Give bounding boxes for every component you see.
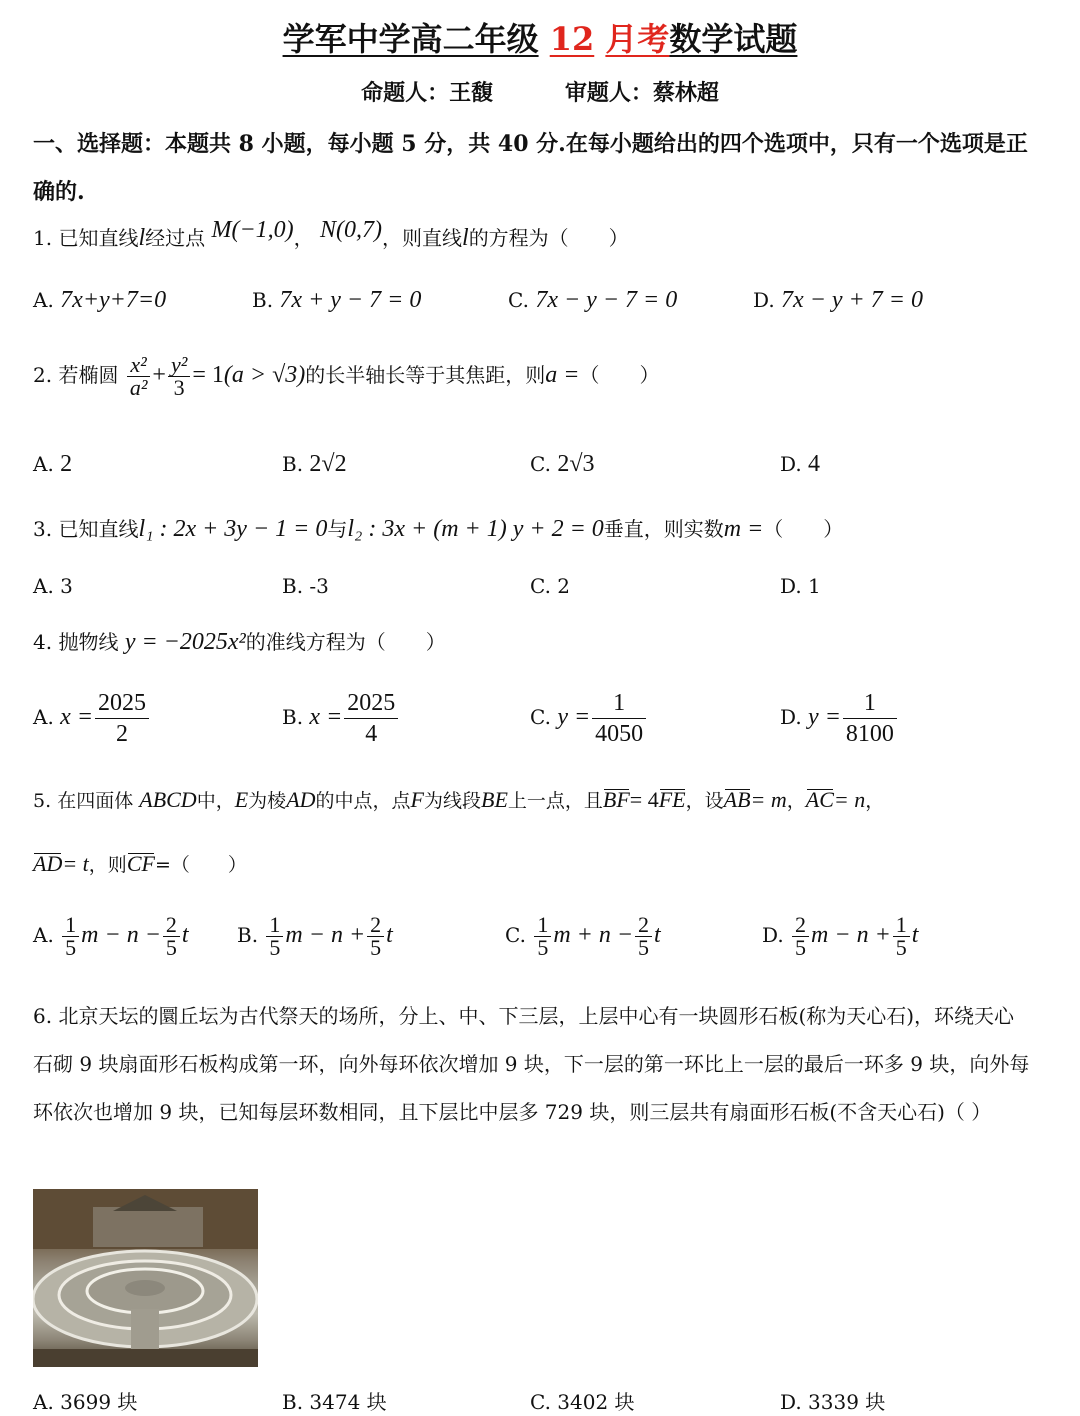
vector-ab: AB [723,787,751,812]
frac-den: 5 [165,935,177,960]
q5-option-d[interactable] [762,914,918,959]
frac-num: 1 [893,914,910,937]
q1-option-b[interactable] [252,287,421,314]
frac-num: 1 [62,914,79,937]
option-fraction [95,688,149,749]
option-label: C. [505,923,526,947]
frac-den: 5 [537,935,549,960]
question-text: 抛物线 [58,630,119,654]
math-var: a = [545,362,580,388]
question-text: 垂直，则实数 [603,517,724,541]
frac-den: 5 [65,935,77,960]
q3-option-c[interactable]: C. 2 [530,574,571,598]
math-var: l [462,225,469,251]
option-expr: 7x + y − 7 = 0 [279,287,422,313]
title-month: 月考 [605,20,670,58]
math-eq: = m [750,787,787,812]
title-subject: 数学试题 [669,20,798,58]
option-label: B. [282,705,304,729]
option-label: D. [753,288,775,312]
frac-num: 1 [843,688,897,719]
q6-option-a[interactable]: A. 3699 块 [33,1390,138,1414]
q5-option-c[interactable] [505,914,661,959]
frac-num: 2025 [95,688,149,719]
question-number: 1. [33,226,53,250]
question-text: ， [865,790,885,812]
question-text: 在四面体 [57,790,134,812]
option-fraction [635,914,652,959]
question-number: 2. [33,363,53,387]
question-text: ，则直线 [382,226,463,250]
option-fraction [893,914,910,959]
question-text: 若椭圆 [58,363,119,387]
option-lhs: y = [808,704,841,730]
q1-option-a[interactable] [33,287,166,314]
question-text: 已知直线 [58,517,139,541]
frac-den: a² [129,375,148,400]
question-number: 3. [33,517,53,541]
frac-den: 4050 [595,721,644,747]
q6-option-c[interactable]: C. 3402 块 [530,1390,635,1414]
question-text: 的长半轴长等于其焦距，则 [305,363,546,387]
frac-den: 8100 [845,721,894,747]
question-6: 6. 北京天坛的圜丘坛为古代祭天的场所，分上、中、下三层，上层中心有一块圆形石板(称为天心石)，环绕天心石砌 9 块扇面形石板构成第一环，向外每环依次增加 9 块，下一层的第一环比上一层的最后一环多 9 块，向外每环依次也增加 9 块，已知每层环数相同，且下层比中层多 729 块，则三层共有扇面形石板(不含天心石)（ ） [33,1004,1030,1124]
question-text: 的中点，点 [315,790,411,812]
q4-option-b[interactable] [282,688,400,749]
math-var: ABCD [139,787,197,812]
question-text: （ ） [579,363,660,387]
option-label: B. [237,923,259,947]
math-op: + [152,362,166,388]
frac-den: 5 [269,935,281,960]
vector-fe: FE [658,787,686,812]
authors-line [0,76,1080,107]
q2-option-b[interactable] [282,451,347,478]
math-point-m: M(−1,0) [211,217,294,243]
option-label: B. [282,452,304,476]
altar-illustration [33,1189,258,1367]
vector-ad: AD [33,851,63,876]
option-label: A. [33,288,54,312]
option-expr: t [386,922,393,948]
frac-num: 2 [635,914,652,937]
option-expr: t [911,922,919,948]
question-text: ，设 [685,790,724,812]
math-eq: = t [62,851,89,876]
option-label: A. [33,705,54,729]
question-1 [33,217,629,252]
frac-num: 1 [266,914,283,937]
question-3 [33,513,843,543]
option-fraction [843,688,897,749]
q4-option-a[interactable] [33,688,151,749]
question-4 [33,626,446,656]
vector-cf: CF [126,851,155,876]
section-heading: 一、选择题：本题共 8 小题，每小题 5 分，共 40 分.在每小题给出的四个选项中，只有一个选项是正确的. [33,131,1028,205]
question-text: 上一点，且 [507,790,603,812]
author: 命题人：王馥 [361,80,494,106]
question-text: 的方程为（ ） [468,226,629,250]
q2-option-c[interactable] [530,451,594,478]
option-fraction [163,914,180,959]
math-var: l [138,225,146,251]
option-expr: m + n − [553,922,634,948]
math-var: m = [723,516,764,542]
q1-option-d[interactable] [753,287,923,314]
question-2 [33,354,659,399]
math-var: F [410,787,424,812]
option-label: B. [252,288,274,312]
q6-option-d[interactable]: D. 3339 块 [780,1390,886,1414]
frac-num: 2 [163,914,180,937]
question-text: ， [293,226,314,250]
reviewer: 审题人：蔡林超 [564,80,719,106]
option-fraction [592,688,646,749]
frac-den: 5 [895,935,907,960]
option-label: A. [33,452,54,476]
math-condition: (a > √3) [223,362,306,388]
option-expr: 7x+y+7=0 [60,287,167,313]
option-label: D. [780,705,802,729]
question-text: （ ） [763,517,844,541]
question-text: 为线段 [423,790,481,812]
question-text: 的准线方程为（ ） [245,630,446,654]
option-fraction [62,914,79,959]
question-number: 4. [33,630,53,654]
question-text: 与 [327,517,348,541]
title-number: 12 [549,20,595,58]
option-expr: 7x − y − 7 = 0 [535,287,678,313]
option-expr: m − n + [285,922,366,948]
frac-den: 3 [173,375,185,400]
option-label: C. [530,452,551,476]
math-eq: = 4 [629,787,659,812]
q4-option-d[interactable] [780,688,899,749]
question-text: 中， [196,790,235,812]
q3-option-d[interactable]: D. 1 [780,574,821,598]
q5-option-a[interactable] [33,914,189,959]
math-var: BE [481,787,508,812]
option-expr: 2√2 [309,451,347,477]
vector-bf: BF [602,787,630,812]
exam-title [0,14,1080,60]
frac-num: x² [127,354,151,377]
question-text: 为棱 [248,790,287,812]
math-parabola: y = −2025x² [124,629,246,655]
question-number: 5. [33,790,52,812]
math-line-l2: l₂ : 3x + (m + 1) y + 2 = 0 [347,516,604,542]
q3-option-b[interactable]: B. -3 [282,574,329,598]
question-text: 已知直线 [58,226,139,250]
option-expr: t [654,922,661,948]
option-fraction [367,914,384,959]
option-expr: 2√3 [557,451,595,477]
option-expr: 2 [60,451,73,477]
question-5-line-1 [33,786,884,813]
q1-option-c[interactable] [508,287,677,314]
q5-option-b[interactable] [237,914,393,959]
option-expr: 7x − y + 7 = 0 [781,287,923,313]
frac-num: 2 [367,914,384,937]
option-label: C. [508,288,529,312]
option-label: D. [780,452,802,476]
math-var: E [234,787,249,812]
frac-den: 5 [370,935,382,960]
math-line-l1: l₁ : 2x + 3y − 1 = 0 [138,516,328,542]
option-lhs: x = [309,704,343,730]
temple-altar-photo [33,1189,258,1367]
option-expr: m − n − [81,922,161,948]
math-point-n: N(0,7) [320,217,383,243]
math-var: AD [286,787,316,812]
option-label: C. [530,705,551,729]
option-fraction [534,914,551,959]
title-school: 学军中学高二年级 [282,20,539,58]
option-label: D. [762,923,784,947]
option-lhs: x = [60,704,94,730]
frac-den: 5 [638,935,650,960]
math-eq: = n [833,787,866,812]
fraction-y [168,354,190,399]
q4-option-c[interactable] [530,688,648,749]
option-label: A. [33,923,54,947]
option-lhs: y = [557,704,591,730]
q3-option-a[interactable]: A. 3 [33,574,73,598]
option-expr: 4 [808,451,821,477]
question-5-line-2 [33,850,247,877]
option-expr: m − n + [811,922,891,948]
q6-option-b[interactable]: B. 3474 块 [282,1390,387,1414]
frac-den: 2 [116,721,129,747]
question-text: ，则 [88,854,127,876]
frac-num: 1 [592,688,646,719]
option-fraction [266,914,283,959]
frac-num: 2 [792,914,809,937]
frac-num: 2025 [344,688,398,719]
q2-option-a[interactable] [33,451,72,478]
vector-ac: AC [805,787,834,812]
question-text: 经过点 [145,226,206,250]
math-eq: = 1 [192,362,224,388]
frac-den: 5 [795,935,807,960]
question-text: ， [786,790,806,812]
question-text: =（ ） [154,854,247,876]
option-fraction [344,688,398,749]
frac-num: y² [168,354,190,377]
option-expr: t [181,922,189,948]
frac-den: 4 [365,721,378,747]
frac-num: 1 [534,914,551,937]
q2-option-d[interactable] [780,451,820,478]
fraction-x [127,354,151,399]
option-fraction [792,914,809,959]
